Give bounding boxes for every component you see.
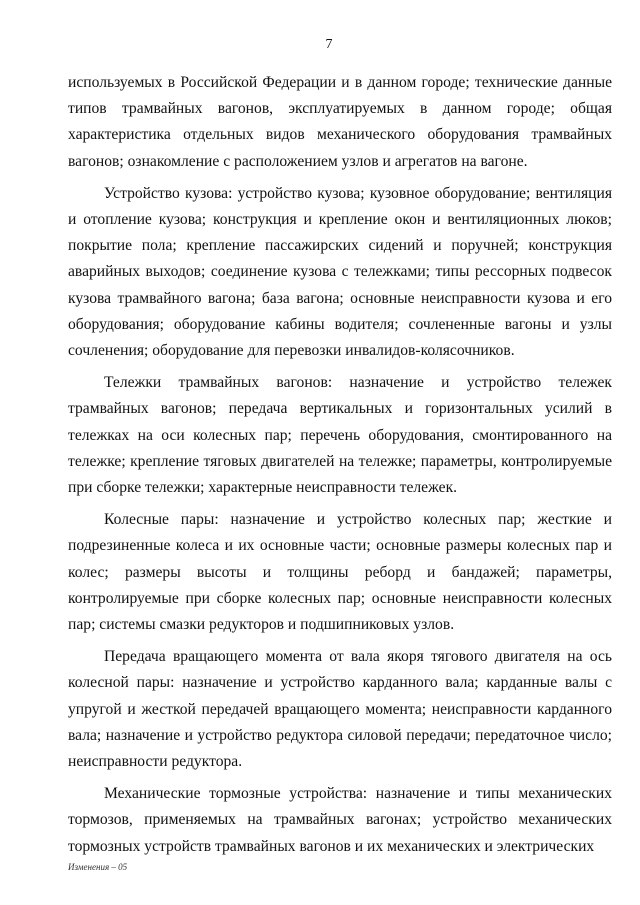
paragraph-wheelsets: Колесные пары: назначение и устройство колесных пар; жесткие и подрезиненные колеса и их основные части; основные размеры колесных пар и колес; размеры высоты и толщины реборд и бандажей; параметры, контролируемые при сборке колесных пар; основные неисправности колесных пар; системы смазки редукторов и подшипниковых узлов.: [68, 511, 612, 634]
paragraph-bogies: Тележки трамвайных вагонов: назначение и устройство тележек трамвайных вагонов; передача вертикальных и горизонтальных усилий в тележках на оси колесных пар; перечень оборудования, смонтированного на тележке; крепление тяговых двигателей на тележке; параметры, контролируемые при сборке тележки; характерные неисправности тележек.: [68, 374, 612, 497]
paragraph-body-structure: Устройство кузова: устройство кузова; кузовное оборудование; вентиляция и отопление кузова; конструкция и крепление окон и вентиляционных люков; покрытие пола; крепление пассажирских сидений и поручней; конструкция аварийных выходов; соединение кузова с тележками; типы рессорных подвесок кузова трамвайного вагона; база вагона; основные неисправности кузова и его оборудования; оборудование кабины водителя; сочлененные вагоны и узлы сочленения; оборудование для перевозки инвалидов-колясочников.: [68, 184, 612, 360]
paragraph-torque-transmission: Передача вращающего момента от вала якоря тягового двигателя на ось колесной пары: назначение и устройство карданного вала; карданные валы с упругой и жесткой передачей вращающего момента; неисправности карданного вала; назначение и устройство редуктора силовой передачи; передаточное число; неисправности редуктора.: [68, 648, 612, 771]
page-number: 7: [325, 37, 333, 52]
paragraph-continuation: используемых в Российской Федерации и в данном городе; технические данные типов трамвайных вагонов, эксплуатируемых в данном городе; общая характеристика отдельных видов механического оборудования трамвайных вагонов; ознакомление с расположением узлов и агрегатов на вагоне.: [68, 74, 612, 170]
document-body: [68, 70, 612, 860]
paragraph-mechanical-brakes: Механические тормозные устройства: назначение и типы механических тормозов, применяемых на трамвайных вагонах; устройство механических тормозных устройств трамвайных вагонов и их механических и электрических: [68, 785, 612, 855]
revision-footer: Изменения – 05: [68, 862, 128, 872]
